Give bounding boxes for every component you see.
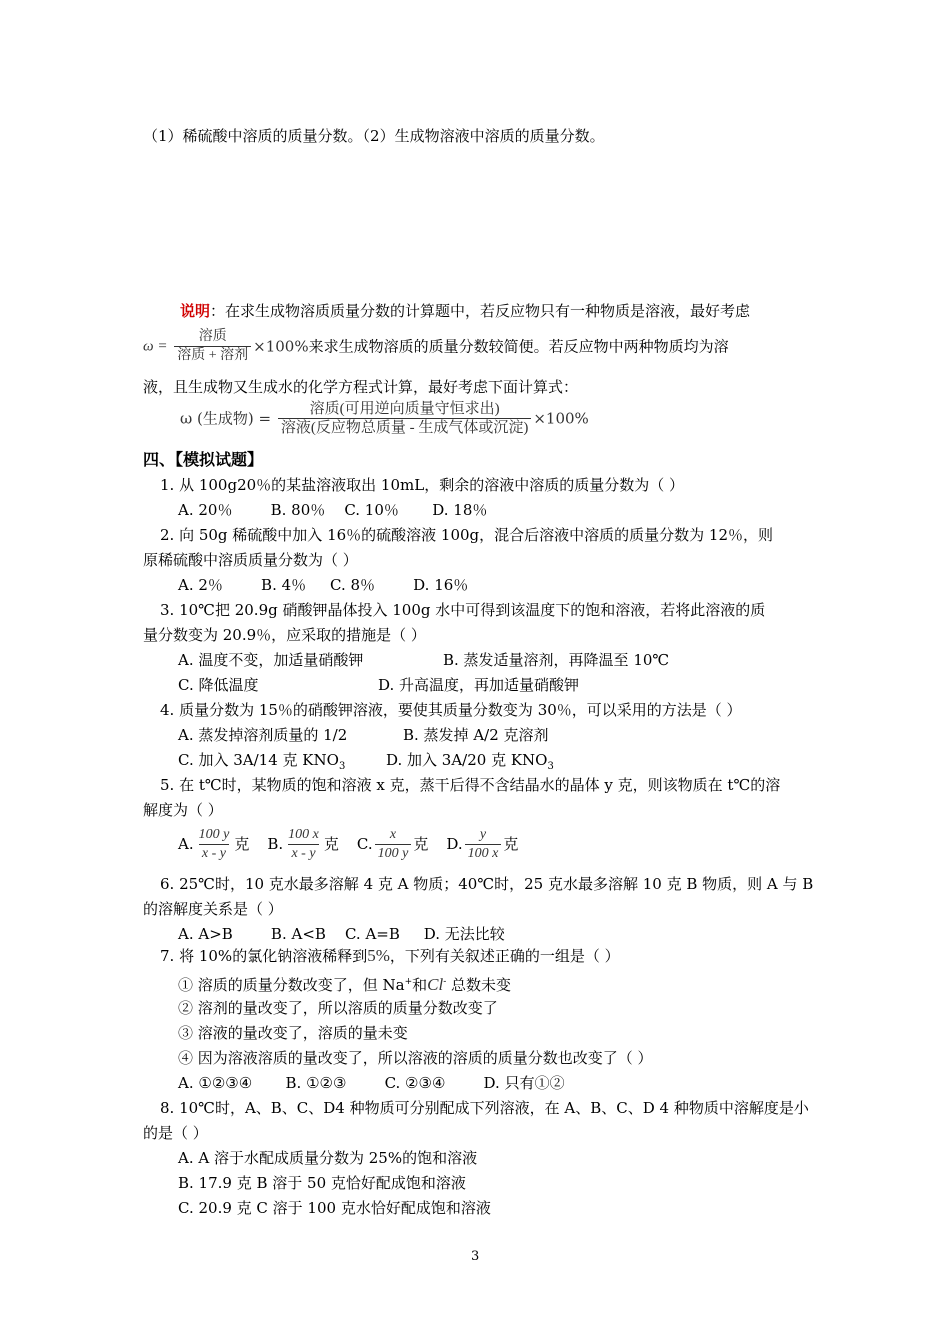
q5-a-den: x - y	[199, 844, 229, 863]
q5-b-den: x - y	[288, 844, 318, 863]
q2-stem-cont: 原稀硫酸中溶质质量分数为（ ）	[143, 551, 358, 569]
q7-1-rest: 总数未变	[446, 976, 512, 994]
q5-stem-cont: 解度为（ ）	[143, 801, 223, 819]
note-formula-1	[143, 328, 729, 368]
q7-statement-3: ③ 溶液的量改变了，溶质的量未变	[178, 1024, 408, 1042]
q8-option-c: C. 20.9 克 C 溶于 100 克水恰好配成饱和溶液	[178, 1199, 491, 1217]
q7-1-and: 和	[412, 976, 428, 994]
q5-d-den: 100 x	[465, 844, 502, 863]
product-denominator: 溶液(反应物总质量 - 生成气体或沉淀)	[278, 418, 532, 437]
q5-c-fraction	[375, 826, 412, 863]
note-label: 说明	[180, 302, 211, 320]
note-formula-2	[180, 400, 589, 444]
product-omega: ω (生成物) =	[180, 409, 272, 428]
q4-option-d	[386, 750, 554, 777]
q2-stem: 2. 向 50g 稀硫酸中加入 16％的硫酸溶液 100g，混合后溶液中溶质的质量分数为 12％，则	[160, 526, 774, 544]
q3-option-a: A. 温度不变，加适量硝酸钾	[178, 651, 364, 669]
q5-a-label: A.	[178, 835, 194, 853]
section-title: 四、【模拟试题】	[143, 450, 264, 469]
q5-c-num: x	[389, 826, 397, 842]
omega-symbol: ω =	[143, 338, 168, 355]
product-times: ×100%	[533, 409, 589, 428]
q7-stem	[160, 946, 620, 966]
times-hundred: ×100%	[253, 337, 309, 356]
q3-option-b: B. 蒸发适量溶剂，再降温至 10℃	[443, 651, 670, 669]
q5-b-fraction	[285, 826, 322, 863]
product-numerator: 溶质(可用逆向质量守恒求出)	[309, 401, 500, 417]
q4-stem: 4. 质量分数为 15％的硝酸钾溶液，要使其质量分数变为 30％，可以采用的方法是（ ）	[160, 701, 742, 719]
note-text: ：在求生成物溶质质量分数的计算题中，若反应物只有一种物质是溶液，最好考虑	[210, 302, 751, 320]
q5-a-fraction	[196, 826, 233, 863]
q5-b-num: 100 x	[288, 826, 319, 842]
q3-stem: 3. 10℃把 20.9g 硝酸钾晶体投入 100g 水中可得到该温度下的饱和溶液，若将此溶液的质	[160, 601, 766, 619]
formula-numerator: 溶质	[198, 329, 227, 344]
q3-option-d: D. 升高温度，再加适量硝酸钾	[378, 676, 580, 694]
note-line-3: 液，且生成物又生成水的化学方程式计算，最好考虑下面计算式：	[143, 378, 579, 396]
q4-option-b: B. 蒸发掉 A/2 克溶剂	[403, 726, 549, 744]
q4-option-c	[178, 750, 345, 777]
q5-options	[178, 824, 518, 864]
q8-option-b: B. 17.9 克 B 溶于 50 克恰好配成饱和溶液	[178, 1174, 466, 1192]
q4-option-a: A. 蒸发掉溶剂质量的 1/2	[178, 726, 348, 744]
q3-stem-cont: 量分数变为 20.9％，应采取的措施是（ ）	[143, 626, 426, 644]
q5-d-fraction	[465, 826, 502, 863]
superscript: +	[404, 977, 413, 987]
q2-options: A. 2％ B. 4％ C. 8％ D. 16％	[178, 576, 469, 594]
q3-option-c: C. 降低温度	[178, 676, 259, 694]
q7-text-rest: ，下列有关叙述正确的一组是（ ）	[389, 947, 620, 965]
q8-stem-cont: 的是（ ）	[143, 1124, 208, 1142]
q5-b-label: B.	[267, 835, 284, 853]
q7-percent: 5%	[367, 946, 390, 965]
q5-d-num: y	[479, 826, 487, 842]
subscript: 3	[547, 761, 554, 772]
product-formula	[278, 400, 532, 437]
page-number: 3	[471, 1249, 480, 1264]
q7-1-text: ① 溶质的质量分数改变了，但 Na	[178, 976, 405, 994]
q4-option-c-text: C. 加入 3A/14 克 KNO	[178, 751, 339, 769]
q6-stem-cont: 的溶解度关系是（ ）	[143, 900, 283, 918]
q7-options: A. ①②③④ B. ①②③ C. ②③④ D. 只有①②	[178, 1074, 565, 1092]
q6-stem: 6. 25℃时，10 克水最多溶解 4 克 A 物质；40℃时，25 克水最多溶解 10 克 B 物质，则 A 与 B	[160, 875, 814, 893]
question-line: （1）稀硫酸中溶质的质量分数。（2）生成物溶液中溶质的质量分数。	[143, 127, 605, 145]
q5-c-den: 100 y	[375, 844, 412, 863]
q7-text: 7. 将 10%的氯化钠溶液稀释到	[160, 947, 368, 965]
q5-d-label: D.	[446, 835, 463, 853]
note-line-1	[180, 301, 750, 321]
q5-c-label: C.	[356, 835, 373, 853]
q1-options: A. 20％ B. 80％ C. 10％ D. 18％	[178, 501, 488, 519]
q5-c-unit: 克	[413, 835, 429, 853]
q8-option-a: A. A 溶于水配成质量分数为 25%的饱和溶液	[178, 1149, 478, 1167]
q6-options: A. A>B B. A<B C. A=B D. 无法比较	[178, 925, 505, 943]
note-text-2: 来求生成物溶质的质量分数较简便。若反应物中两种物质均为溶	[308, 337, 729, 356]
q5-d-unit: 克	[503, 835, 519, 853]
subscript: 3	[338, 761, 346, 772]
q7-statement-2: ② 溶剂的量改变了，所以溶质的质量分数改变了	[178, 999, 498, 1017]
mass-fraction-formula	[174, 328, 251, 365]
q5-b-unit: 克	[323, 835, 339, 853]
superscript: -	[443, 977, 447, 987]
q1-stem: 1. 从 100g20％的某盐溶液取出 10mL，剩余的溶液中溶质的质量分数为（ ）	[160, 476, 684, 494]
q7-statement-1	[178, 972, 511, 995]
q5-stem: 5. 在 t℃时，某物质的饱和溶液 x 克，蒸干后得不含结晶水的晶体 y 克，则该物质在 t℃的溶	[160, 776, 781, 794]
chloride-symbol: Cl	[427, 975, 444, 994]
q7-statement-4: ④ 因为溶液溶质的量改变了，所以溶液的溶质的质量分数也改变了（ ）	[178, 1049, 653, 1067]
formula-denominator: 溶质 + 溶剂	[174, 346, 251, 365]
q5-a-num: 100 y	[198, 826, 230, 842]
q4-option-d-text: D. 加入 3A/20 克 KNO	[386, 751, 548, 769]
q5-a-unit: 克	[234, 835, 250, 853]
q8-stem: 8. 10℃时，A、B、C、D4 种物质可分别配成下列溶液，在 A、B、C、D 4 种物质中溶解度是小	[160, 1099, 809, 1117]
